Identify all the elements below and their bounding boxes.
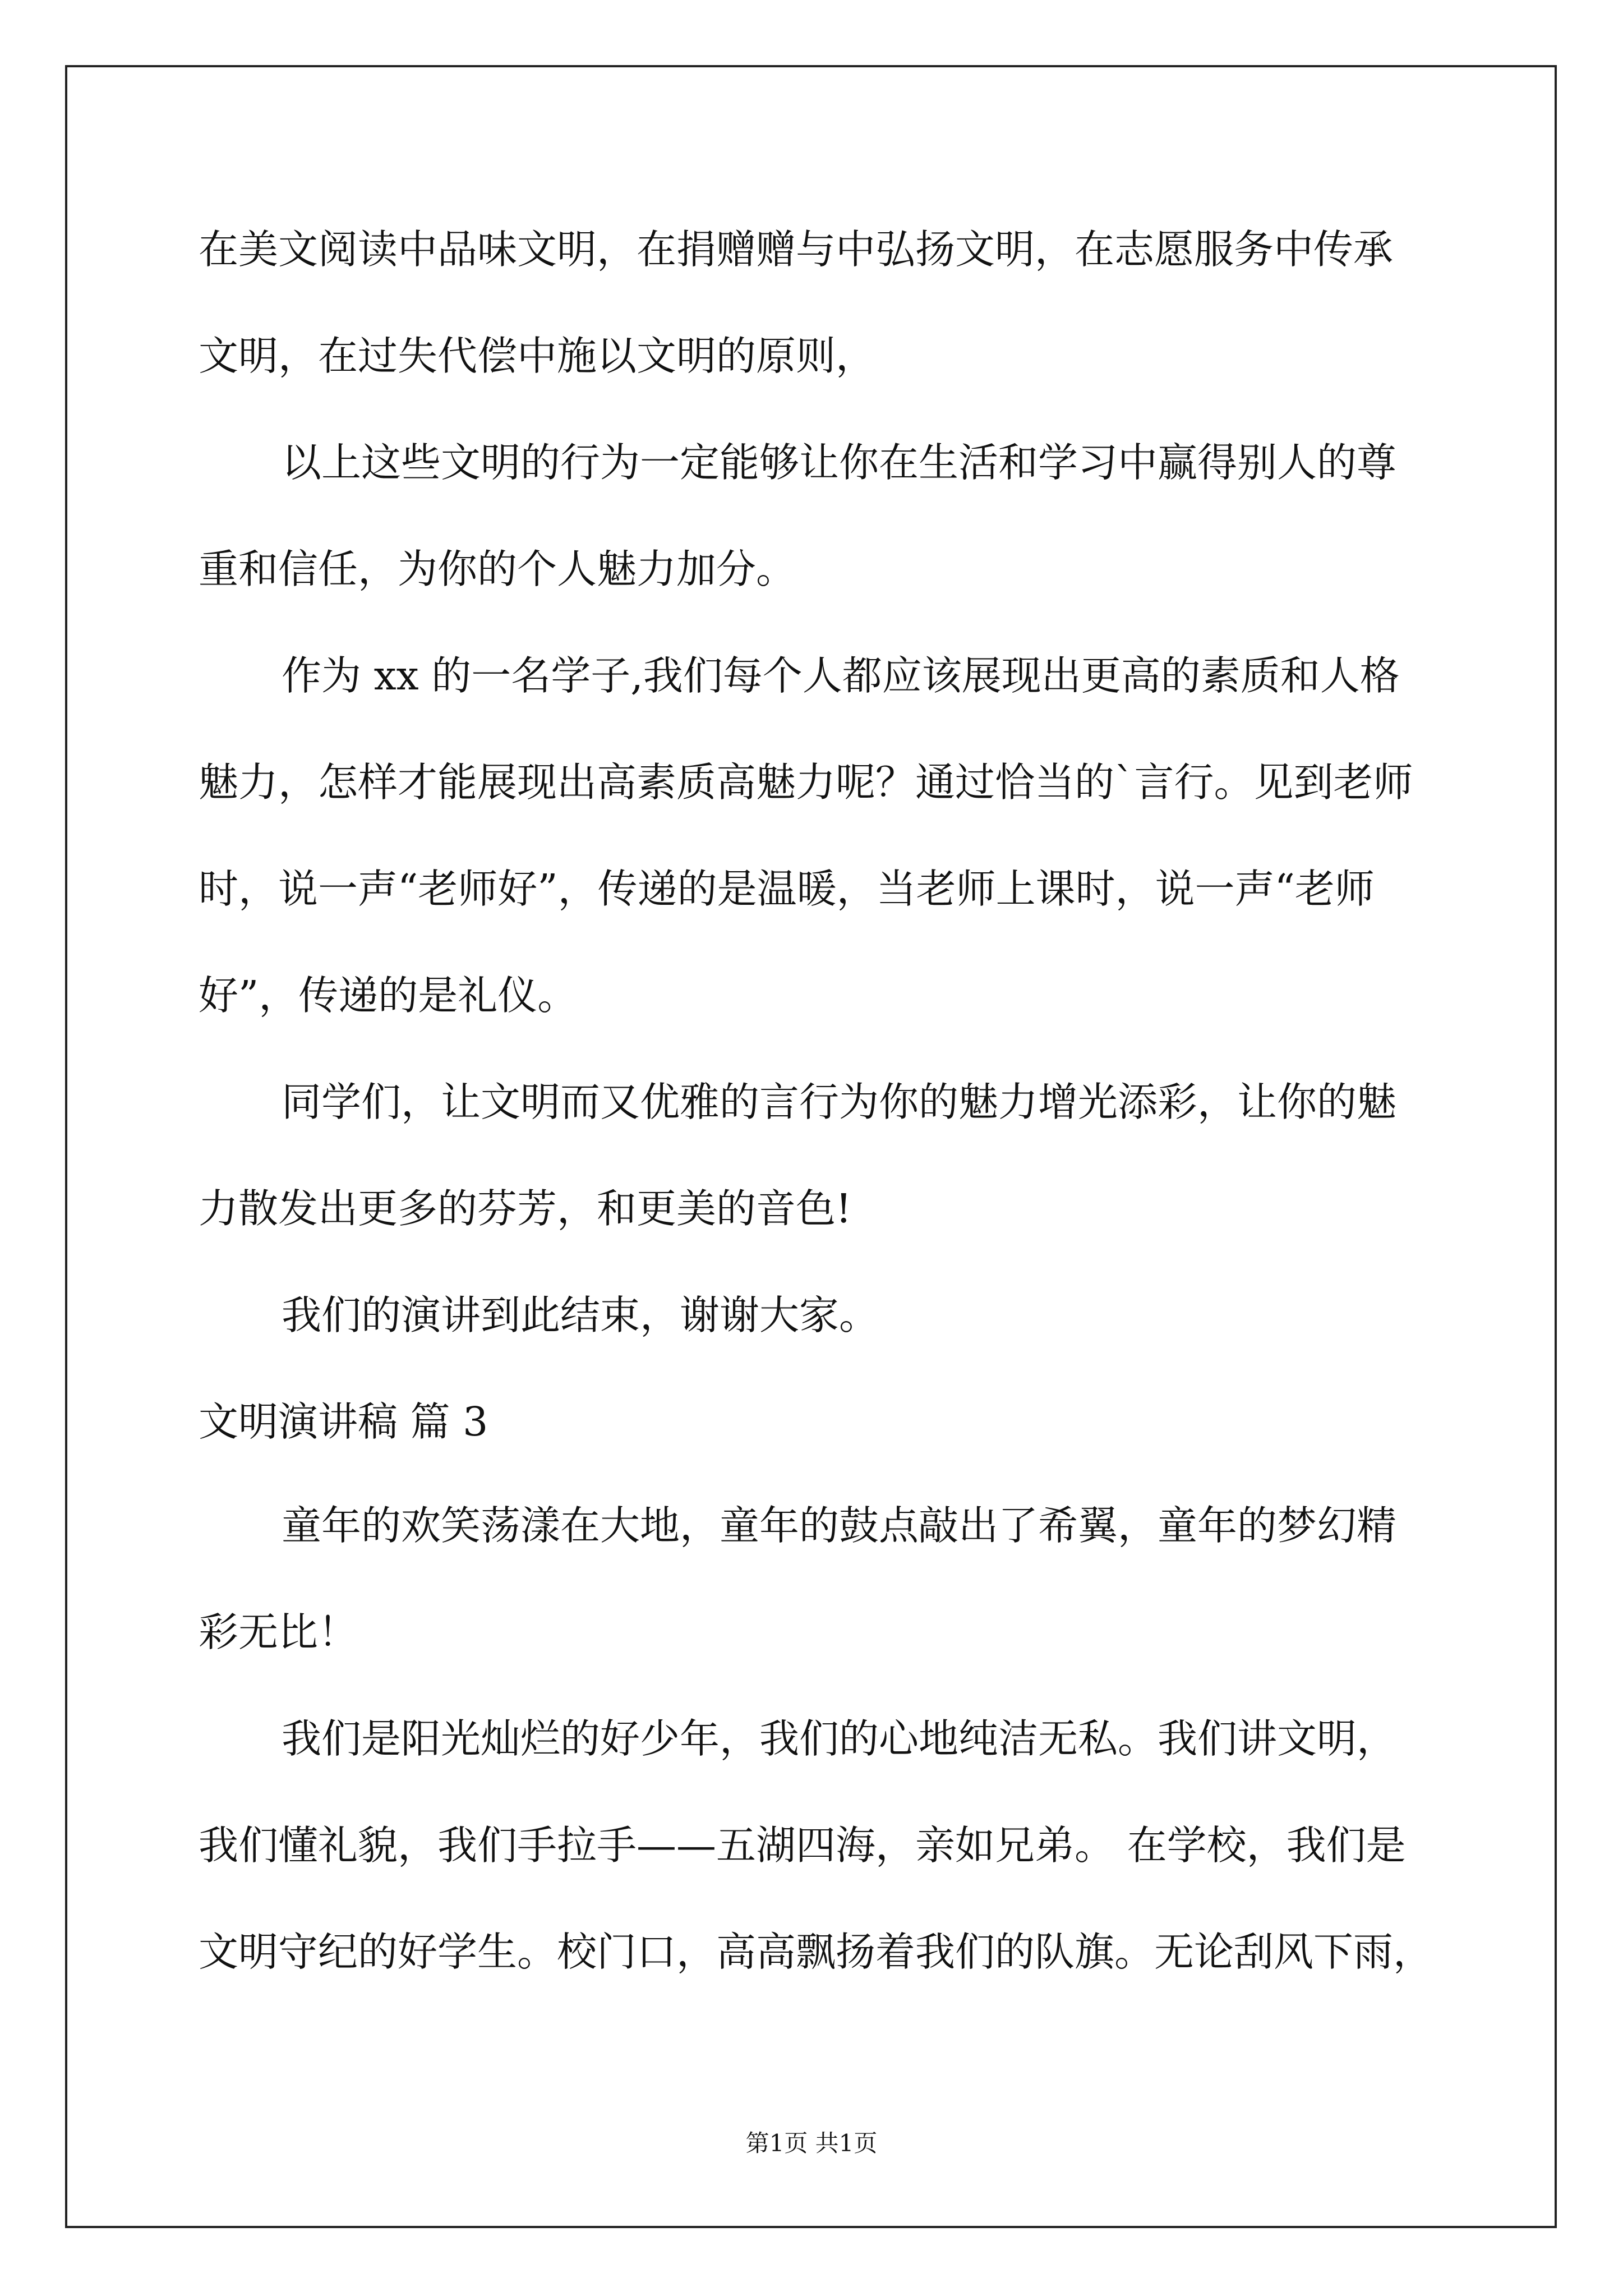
section-heading: 文明演讲稿 篇 3: [199, 1398, 488, 1445]
paragraph-start-line: 童年的欢笑荡漾在大地，童年的鼓点敲出了希翼，童年的梦幻精: [282, 1502, 1397, 1549]
paragraph-start-line: 我们是阳光灿烂的好少年，我们的心地纯洁无私。我们讲文明，: [282, 1715, 1397, 1762]
page-number: 第1页 共1页: [745, 2129, 878, 2157]
text-line: 重和信任，为你的个人魅力加分。: [199, 546, 796, 592]
text-line: 文明，在过失代偿中施以文明的原则，: [199, 333, 876, 379]
text-line: 好”，传递的是礼仪。: [199, 972, 578, 1019]
text-line: 彩无比！: [199, 1609, 358, 1655]
text-line: 在美文阅读中品味文明，在捐赠赠与中弘扬文明，在志愿服务中传承: [199, 226, 1394, 273]
text-line: 我们懂礼貌，我们手拉手——五湖四海，亲如兄弟。 在学校，我们是: [199, 1822, 1406, 1869]
paragraph-start-line: 我们的演讲到此结束，谢谢大家。: [282, 1292, 879, 1338]
paragraph-start-line: 同学们，让文明而又优雅的言行为你的魅力增光添彩，让你的魅: [282, 1079, 1397, 1125]
text-line: 力散发出更多的芬芳，和更美的音色!: [199, 1185, 852, 1232]
text-line: 文明守纪的好学生。校门口，高高飘扬着我们的队旗。无论刮风下雨，: [199, 1929, 1433, 1975]
document-body: [199, 213, 1432, 2022]
text-line: 魅力，怎样才能展现出高素质高魅力呢？通过恰当的`言行。见到老师: [199, 759, 1413, 806]
paragraph-start-line: 以上这些文明的行为一定能够让你在生活和学习中赢得别人的尊: [282, 439, 1397, 486]
text-line: 时，说一声“老师好”，传递的是温暖，当老师上课时，说一声“老师: [199, 866, 1375, 912]
paragraph-start-line: 作为 xx 的一名学子,我们每个人都应该展现出更高的素质和人格: [282, 652, 1400, 699]
